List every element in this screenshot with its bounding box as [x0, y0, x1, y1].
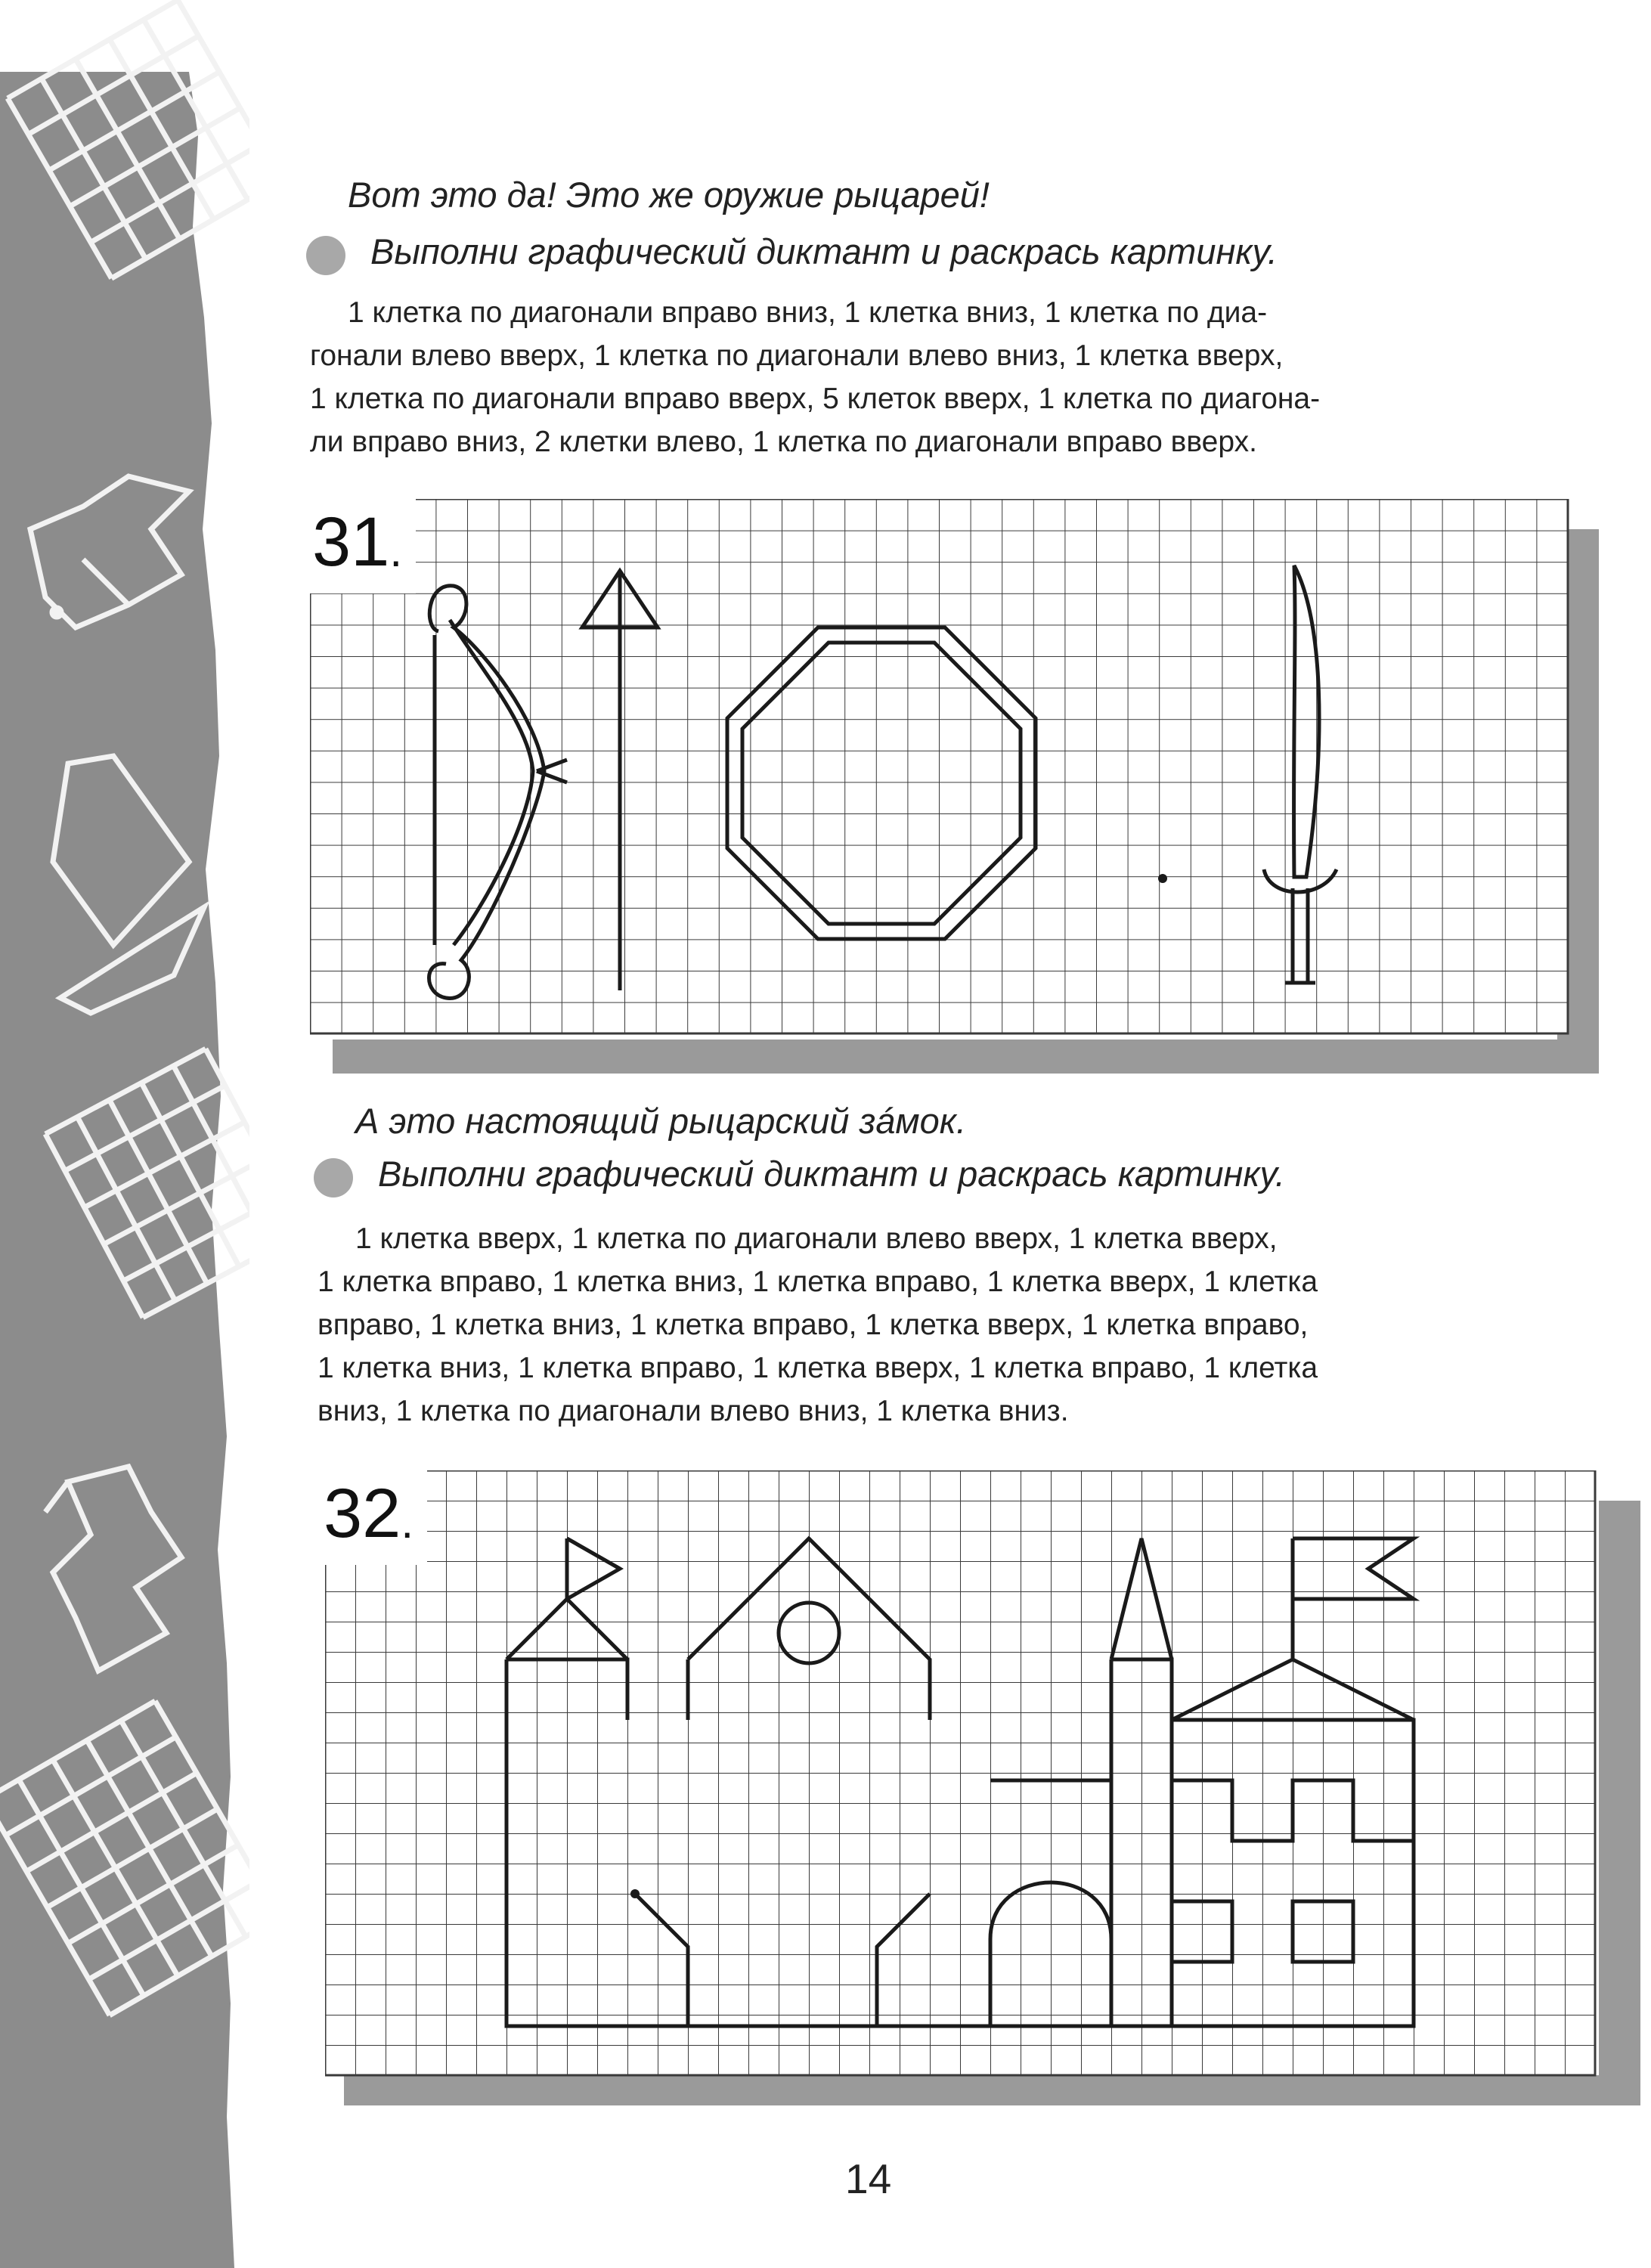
task31-number-box — [299, 491, 416, 593]
task32-number-box — [310, 1463, 427, 1565]
task31-instruction: Выполни графический диктант и раскрась картинку. — [370, 231, 1278, 271]
task32-dictation — [318, 1217, 1588, 1433]
bullet-icon — [306, 236, 345, 275]
dictation-line: вниз, 1 клетка по диагонали влево вниз, 1 клетка вниз. — [318, 1395, 1069, 1427]
task31-number: 31 — [311, 503, 390, 581]
task32-instruction: Выполни графический диктант и раскрась картинку. — [378, 1154, 1285, 1194]
start-dot — [630, 1889, 640, 1898]
dictation-line: 1 клетка по диагонали вправо вниз, 1 клетка вниз, 1 клетка по диа- — [348, 296, 1268, 329]
dictation-line: 1 клетка вправо, 1 клетка вниз, 1 клетка вправо, 1 клетка вверх, 1 клетка — [318, 1266, 1318, 1298]
decorative-side-band — [0, 0, 249, 2268]
task31-dictation — [310, 291, 1580, 463]
start-dot — [1158, 874, 1167, 883]
page-number: 14 — [845, 2155, 892, 2202]
task31-intro: Вот это да! Это же оружие рыцарей! — [348, 175, 990, 215]
dictation-line: вправо, 1 клетка вниз, 1 клетка вправо, 1 клетка вверх, 1 клетка вправо, — [318, 1309, 1309, 1341]
grid-shadow — [1599, 1501, 1640, 2105]
task31-grid — [310, 499, 1580, 1055]
dictation-line: гонали влево вверх, 1 клетка по диагонали влево вниз, 1 клетка вверх, — [310, 339, 1284, 372]
bullet-icon — [314, 1158, 353, 1198]
dictation-line: 1 клетка вверх, 1 клетка по диагонали влево вверх, 1 клетка вверх, — [355, 1222, 1278, 1255]
dictation-line: 1 клетка вниз, 1 клетка вправо, 1 клетка вверх, 1 клетка вправо, 1 клетка — [318, 1352, 1318, 1384]
task31-number-dot: . — [389, 525, 402, 576]
task32-grid — [325, 1470, 1603, 2087]
task32-number: 32 — [323, 1475, 401, 1552]
dictation-line: 1 клетка по диагонали вправо вверх, 5 клеток вверх, 1 клетка по диагона- — [310, 383, 1321, 415]
task32-intro: А это настоящий рыцарский зáмок. — [355, 1101, 967, 1141]
dictation-line: ли вправо вниз, 2 клетки влево, 1 клетка по диагонали вправо вверх. — [310, 426, 1257, 458]
task32-number-dot: . — [401, 1497, 414, 1548]
